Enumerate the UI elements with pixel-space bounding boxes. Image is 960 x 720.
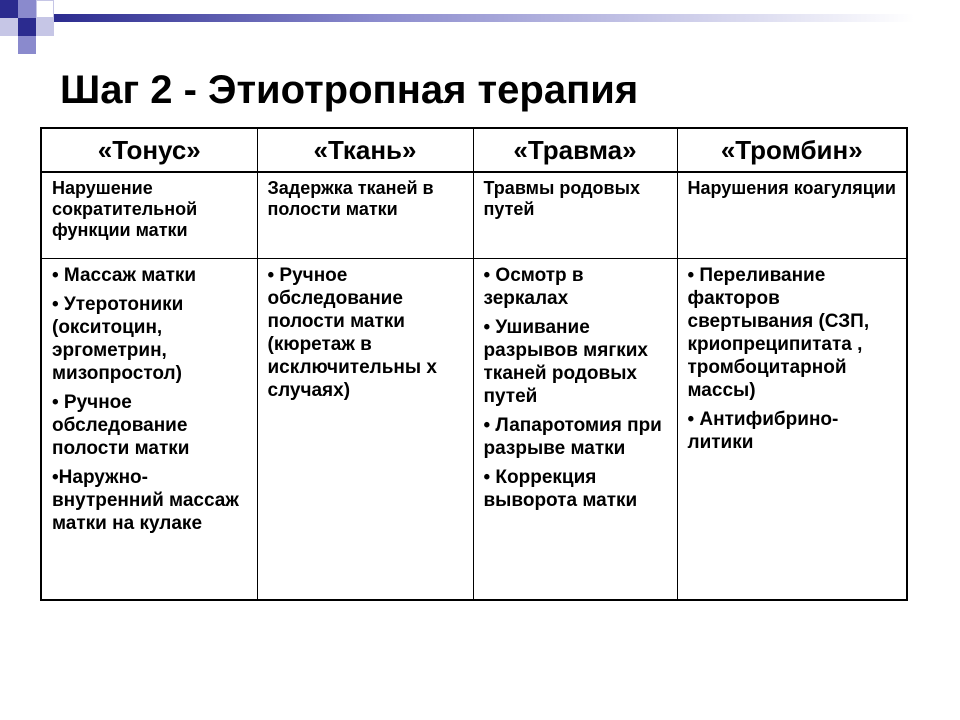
actions-list xyxy=(484,264,667,512)
header-tonus: «Тонус» xyxy=(41,128,257,172)
actions-list xyxy=(688,264,897,454)
action-item: • Ручное обследование полости матки xyxy=(52,392,190,459)
actions-tonus xyxy=(41,259,257,601)
action-item: • Ушивание разрывов мягких тканей родовых путей xyxy=(483,317,648,407)
actions-list xyxy=(268,264,463,402)
deco-square xyxy=(36,18,54,36)
header-tkan: «Ткань» xyxy=(257,128,473,172)
corner-decoration xyxy=(0,0,90,60)
header-row xyxy=(41,128,907,172)
action-item: • Утеротоники (окситоцин, эргометрин, мизопростол) xyxy=(52,294,184,384)
action-item: • Лапаротомия при разрыве матки xyxy=(483,415,662,459)
actions-trombin xyxy=(677,259,907,601)
action-item: • Переливание факторов свертывания (СЗП, криопреципитата , тромбоцитарной массы) xyxy=(687,265,870,401)
deco-square xyxy=(0,0,18,18)
therapy-table xyxy=(40,127,908,601)
description-tonus: Нарушение сократительной функции матки xyxy=(41,172,257,259)
description-travma: Травмы родовых путей xyxy=(473,172,677,259)
header-trombin: «Тромбин» xyxy=(677,128,907,172)
description-tkan: Задержка тканей в полости матки xyxy=(257,172,473,259)
actions-row xyxy=(41,259,907,601)
actions-travma xyxy=(473,259,677,601)
actions-list xyxy=(52,264,247,535)
action-item: • Осмотр в зеркалах xyxy=(483,265,584,309)
actions-tkan xyxy=(257,259,473,601)
deco-square xyxy=(18,36,36,54)
action-item: • Массаж матки xyxy=(52,265,197,286)
description-row xyxy=(41,172,907,259)
action-item: • Ручное обследование полости матки (кюретаж в исключительны х случаях) xyxy=(267,265,437,401)
action-item: • Коррекция выворота матки xyxy=(483,467,638,511)
deco-square xyxy=(0,18,18,36)
header-travma: «Травма» xyxy=(473,128,677,172)
top-gradient-bar xyxy=(54,14,960,22)
deco-square xyxy=(18,0,36,18)
slide-title: Шаг 2 - Этиотропная терапия xyxy=(60,68,639,112)
deco-square xyxy=(36,0,54,18)
deco-square xyxy=(18,18,36,36)
description-trombin: Нарушения коагуляции xyxy=(677,172,907,259)
action-item: • Антифибрино-литики xyxy=(687,409,839,453)
action-item: •Наружно-внутренний массаж матки на кулаке xyxy=(52,467,239,534)
